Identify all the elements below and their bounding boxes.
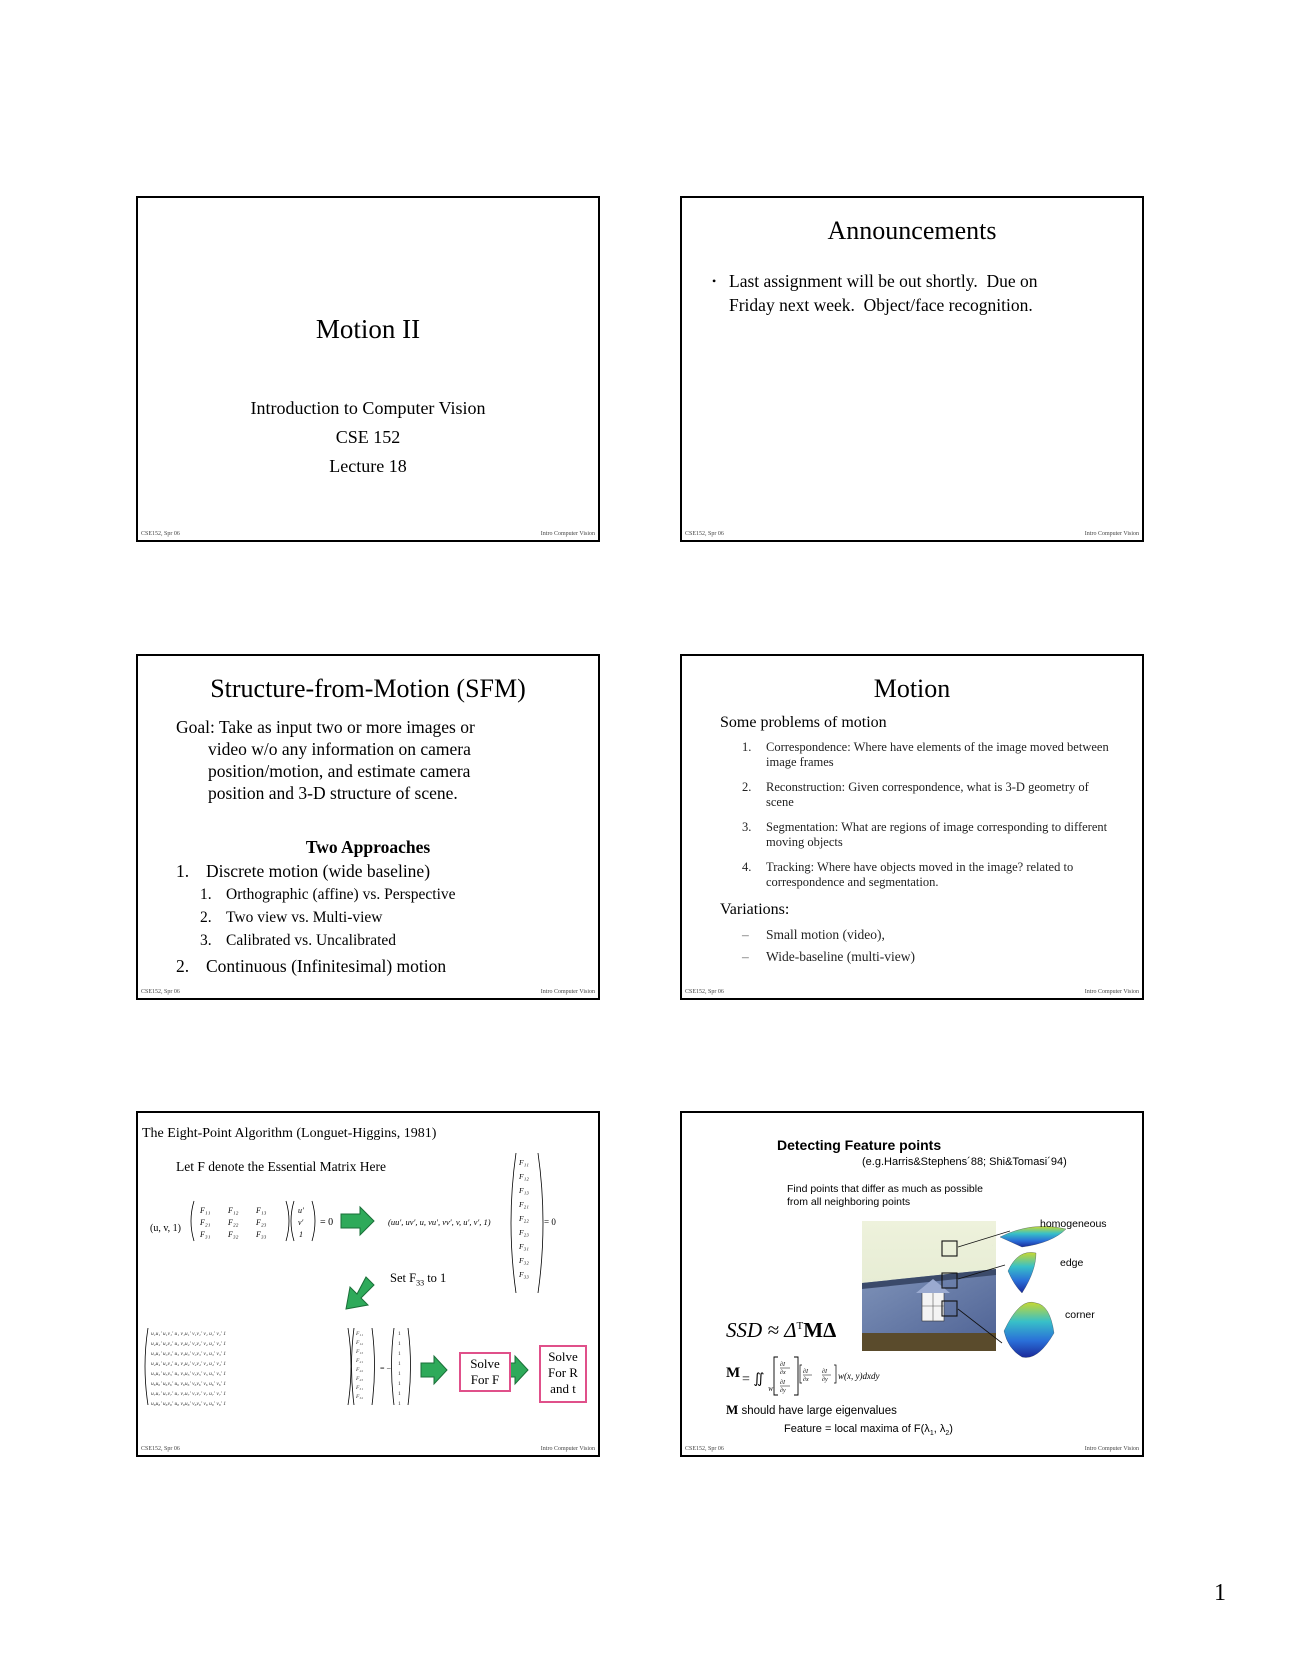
slide-sfm	[136, 654, 600, 1000]
course-name: Introduction to Computer Vision	[250, 398, 486, 418]
svg-text:F₃₁: F₃₁	[200, 1230, 211, 1239]
svg-text:= ∬: = ∬	[742, 1372, 765, 1387]
svg-text:F₁₂: F₁₂	[356, 1340, 364, 1346]
solve-r-line-1: Solve	[548, 1349, 578, 1364]
slide-feature-points	[680, 1111, 1144, 1457]
slide-footer-right: Intro Computer Vision	[1084, 1446, 1139, 1452]
svg-text:F₃₂: F₃₂	[228, 1230, 239, 1239]
approach-subitem	[200, 932, 396, 950]
svg-text:(u, v, 1): (u, v, 1)	[150, 1223, 182, 1234]
svg-text:F₂₂: F₂₂	[519, 1214, 529, 1223]
svg-text:= 0: = 0	[544, 1217, 556, 1227]
svg-text:u₂u₂′ u₂v₂′ u₂ v₂u₂′ v: u₂u₂′ u₂v₂′ u₂ v₂u₂′ v₂v₂′ v₂ u₂′ v₂′ 1	[151, 1341, 227, 1347]
subitem-number: 2.	[200, 909, 212, 926]
svg-text:∂I: ∂I	[780, 1380, 785, 1386]
problem-item	[742, 860, 1112, 890]
slide-footer-right: Intro Computer Vision	[540, 531, 595, 537]
set-tail: to 1	[424, 1271, 447, 1285]
ssd-sup: T	[796, 1320, 804, 1332]
ssd-text: SSD ≈ Δ	[726, 1318, 797, 1342]
slide-footer-left: CSE152, Spr 06	[141, 531, 180, 537]
bullet-marker: •	[712, 274, 717, 288]
item-text: Continuous (Infinitesimal) motion	[206, 956, 447, 976]
svg-text:F₁₂: F₁₂	[519, 1172, 529, 1181]
svg-text:F₂₃: F₂₃	[356, 1376, 364, 1382]
slide-footer-left: CSE152, Spr 06	[685, 989, 724, 995]
svg-text:F₁₃: F₁₃	[519, 1186, 529, 1195]
subitem-number: 3.	[200, 932, 212, 949]
solve-f-line-1: Solve	[470, 1356, 500, 1371]
surface-plots	[992, 1211, 1132, 1381]
slide-heading: Motion	[873, 674, 951, 703]
problem-item	[742, 780, 1112, 810]
svg-text:F₂₃: F₂₃	[256, 1218, 267, 1227]
slide-footer-right: Intro Computer Vision	[540, 989, 595, 995]
goal-line-2: video w/o any information on camera	[208, 739, 471, 759]
item-text: Discrete motion (wide baseline)	[206, 861, 431, 881]
svg-text:= −: = −	[380, 1364, 392, 1373]
svg-text:F₃₃: F₃₃	[256, 1230, 267, 1239]
slide-heading: Structure-from-Motion (SFM)	[210, 674, 526, 703]
svg-text:F₃₁: F₃₁	[356, 1385, 364, 1391]
feature-tail: )	[949, 1423, 953, 1435]
svg-text:u₇u₇′ u₇v₇′ u₇ v₇u₇′ v: u₇u₇′ u₇v₇′ u₇ v₇u₇′ v₇v₇′ v₇ u₇′ v₇′ 1	[151, 1391, 227, 1397]
svg-text:F₃₁: F₃₁	[519, 1242, 529, 1251]
citation: (e.g.Harris&Stephens´88; Shi&Tomasi´94)	[862, 1156, 1067, 1168]
svg-text:F₁₁: F₁₁	[200, 1206, 211, 1215]
svg-text:F₁₁: F₁₁	[519, 1158, 529, 1167]
problem-item	[742, 740, 1112, 770]
svg-text:u₁u₁′ u₁v₁′ u₁ v₁u₁′ v: u₁u₁′ u₁v₁′ u₁ v₁u₁′ v₁v₁′ v₁ u₁′ v₁′ 1	[151, 1331, 227, 1337]
svg-text:∂y: ∂y	[822, 1377, 828, 1383]
dash: –	[742, 927, 749, 942]
solve-r-box	[539, 1345, 587, 1403]
svg-text:∂I: ∂I	[780, 1362, 785, 1368]
problem-number: 4.	[742, 860, 752, 874]
m-label: M	[726, 1365, 741, 1381]
svg-text:F₃₂: F₃₂	[519, 1256, 529, 1265]
svg-text:1: 1	[398, 1351, 401, 1357]
solve-f-line-2: For F	[470, 1372, 500, 1387]
problem-number: 1.	[742, 740, 752, 754]
slide-heading: Detecting Feature points	[777, 1137, 942, 1153]
svg-text:∂x: ∂x	[803, 1377, 809, 1383]
item-number: 2.	[176, 956, 190, 976]
svg-text:∂I: ∂I	[822, 1369, 827, 1375]
slide-footer-right: Intro Computer Vision	[540, 1446, 595, 1452]
svg-text:u₆u₆′ u₆v₆′ u₆ v₆u₆′ v: u₆u₆′ u₆v₆′ u₆ v₆u₆′ v₆v₆′ v₆ u₆′ v₆′ 1	[151, 1381, 227, 1387]
svg-text:1: 1	[398, 1361, 401, 1367]
slide-subheading: Let F denote the Essential Matrix Here	[176, 1159, 386, 1174]
svg-text:F₁₂: F₁₂	[228, 1206, 239, 1215]
ssd-formula	[726, 1318, 836, 1343]
approach-item	[176, 861, 430, 882]
svg-text:1: 1	[398, 1401, 401, 1407]
svg-text:v′: v′	[298, 1218, 304, 1227]
svg-text:u₄u₄′ u₄v₄′ u₄ v₄u₄′ v: u₄u₄′ u₄v₄′ u₄ v₄u₄′ v₄v₄′ v₄ u₄′ v₄′ 1	[151, 1361, 227, 1367]
slide-title	[136, 196, 600, 542]
set-subscript: 33	[416, 1278, 425, 1288]
slide-heading: The Eight-Point Algorithm (Longuet-Higgins, 1981)	[142, 1126, 437, 1141]
feature-text: Feature = local maxima of $F(\lambda_1$, $\lambda_2$)	[784, 1423, 953, 1438]
problem-item	[742, 820, 1112, 850]
svg-text:1: 1	[398, 1391, 401, 1397]
svg-text:F₁₃: F₁₃	[356, 1349, 364, 1355]
subitem-text: Two view vs. Multi-view	[226, 909, 383, 926]
svg-text:F₃₃: F₃₃	[519, 1270, 529, 1279]
slide-footer-right: Intro Computer Vision	[1084, 989, 1139, 995]
svg-text:1: 1	[398, 1331, 401, 1337]
eigen-rest: should have large eigenvalues	[738, 1405, 897, 1417]
slide-heading: Announcements	[827, 216, 997, 245]
svg-text:∂I: ∂I	[803, 1369, 808, 1375]
svg-text:1: 1	[299, 1230, 303, 1239]
svg-text:1: 1	[398, 1371, 401, 1377]
item-number: 1.	[176, 861, 190, 881]
connector-lines	[950, 1223, 1010, 1363]
slide-footer-right: Intro Computer Vision	[1084, 531, 1139, 537]
solve-r-line-2: For R	[548, 1365, 578, 1380]
svg-text:u₃u₃′ u₃v₃′ u₃ v₃u₃′ v: u₃u₃′ u₃v₃′ u₃ v₃u₃′ v₃v₃′ v₃ u₃′ v₃′ 1	[151, 1351, 227, 1357]
approach-item	[176, 956, 446, 977]
variation-text: Small motion (video),	[766, 927, 885, 942]
slide-eight-point	[136, 1111, 600, 1457]
problems-heading: Some problems of motion	[720, 714, 887, 731]
slide-footer-left: CSE152, Spr 06	[685, 531, 724, 537]
svg-text:∂x: ∂x	[780, 1370, 786, 1376]
dash: –	[742, 949, 749, 964]
solve-f-box	[459, 1352, 511, 1392]
svg-text:F₂₁: F₂₁	[200, 1218, 211, 1227]
problem-text: Reconstruction: Given correspondence, what is 3-D geometry of scene	[766, 780, 1089, 809]
problem-text: Segmentation: What are regions of image corresponding to different moving objects	[766, 820, 1108, 849]
feature-main: Feature = local maxima of F(λ	[784, 1423, 930, 1435]
subitem-text: Orthographic (affine) vs. Perspective	[226, 886, 456, 903]
subitem-number: 1.	[200, 886, 212, 903]
set-f33-label	[390, 1271, 446, 1288]
set-label: Set F	[390, 1271, 417, 1285]
slide-motion	[680, 654, 1144, 1000]
svg-text:u₅u₅′ u₅v₅′ u₅ v₅u₅′ v: u₅u₅′ u₅v₅′ u₅ v₅u₅′ v₅v₅′ v₅ u₅′ v₅′ 1	[151, 1371, 227, 1377]
label-homogeneous: homogeneous	[1040, 1218, 1107, 1230]
svg-text:u′: u′	[298, 1206, 304, 1215]
svg-text:(uu′, uv′, u, vu′, vv′, v, u′,: (uu′, uv′, u, vu′, vv′, v, u′, v′, 1)	[388, 1217, 491, 1227]
variation-text: Wide-baseline (multi-view)	[766, 949, 916, 964]
problem-text: Tracking: Where have objects moved in the image? related to correspondence and segmentation.	[766, 860, 1074, 889]
approaches-heading: Two Approaches	[305, 837, 431, 857]
svg-text:F₃₂: F₃₂	[356, 1394, 364, 1400]
epipolar-equation	[138, 1113, 600, 1457]
svg-text:F₂₁: F₂₁	[356, 1358, 364, 1364]
svg-text:F₂₂: F₂₂	[356, 1367, 364, 1373]
announcement-line-1: Last assignment will be out shortly. Due on	[729, 271, 1038, 291]
svg-text:F₁₃: F₁₃	[256, 1206, 267, 1215]
eigen-bold: M	[726, 1402, 739, 1417]
problem-text: Correspondence: Where have elements of the image moved between image frames	[766, 740, 1109, 769]
page-number: 1	[1214, 1580, 1226, 1606]
slide-title-heading: Motion II	[315, 314, 421, 344]
svg-text:1: 1	[398, 1381, 401, 1387]
label-edge: edge	[1060, 1257, 1084, 1269]
subitem-text: Calibrated vs. Uncalibrated	[226, 932, 397, 949]
problem-number: 2.	[742, 780, 752, 794]
eigen-text	[726, 1402, 897, 1418]
slide-footer-left: CSE152, Spr 06	[141, 989, 180, 995]
course-code: CSE 152	[335, 427, 401, 447]
svg-text:F₂₃: F₂₃	[519, 1228, 529, 1237]
m-matrix-formula	[726, 1353, 926, 1397]
slide-announcements	[680, 196, 1144, 542]
slide-footer-left: CSE152, Spr 06	[685, 1446, 724, 1452]
variation-item	[742, 927, 885, 943]
announcement-line-2: Friday next week. Object/face recognition.	[729, 295, 1033, 315]
find-line-2: from all neighboring points	[787, 1196, 911, 1208]
ssd-tail: MΔ	[803, 1318, 837, 1342]
approach-subitem	[200, 909, 382, 927]
lecture-number: Lecture 18	[329, 456, 407, 476]
svg-text:1: 1	[398, 1341, 401, 1347]
svg-text:= 0: = 0	[320, 1217, 334, 1228]
goal-line-3: position/motion, and estimate camera	[208, 761, 471, 781]
svg-text:F₂₂: F₂₂	[228, 1218, 239, 1227]
slide-footer-left: CSE152, Spr 06	[141, 1446, 180, 1452]
svg-text:w(x, y)dxdy: w(x, y)dxdy	[838, 1371, 880, 1381]
solve-r-line-3: and t	[550, 1381, 576, 1396]
label-corner: corner	[1065, 1309, 1095, 1321]
goal-line-4: position and 3-D structure of scene.	[208, 783, 458, 803]
approach-subitem	[200, 886, 456, 904]
svg-text:u₈u₈′ u₈v₈′ u₈ v₈u₈′ v: u₈u₈′ u₈v₈′ u₈ v₈u₈′ v₈v₈′ v₈ u₈′ v₈′ 1	[151, 1401, 227, 1407]
svg-text:∂y: ∂y	[780, 1388, 786, 1394]
find-line-1: Find points that differ as much as possible	[787, 1183, 983, 1195]
variation-item	[742, 949, 915, 965]
problem-number: 3.	[742, 820, 752, 834]
svg-text:F₂₁: F₂₁	[519, 1200, 529, 1209]
goal-line-1: Goal: Take as input two or more images or	[176, 717, 475, 737]
variations-heading: Variations:	[720, 901, 790, 918]
svg-text:W: W	[768, 1387, 773, 1393]
svg-text:F₁₁: F₁₁	[356, 1331, 364, 1337]
